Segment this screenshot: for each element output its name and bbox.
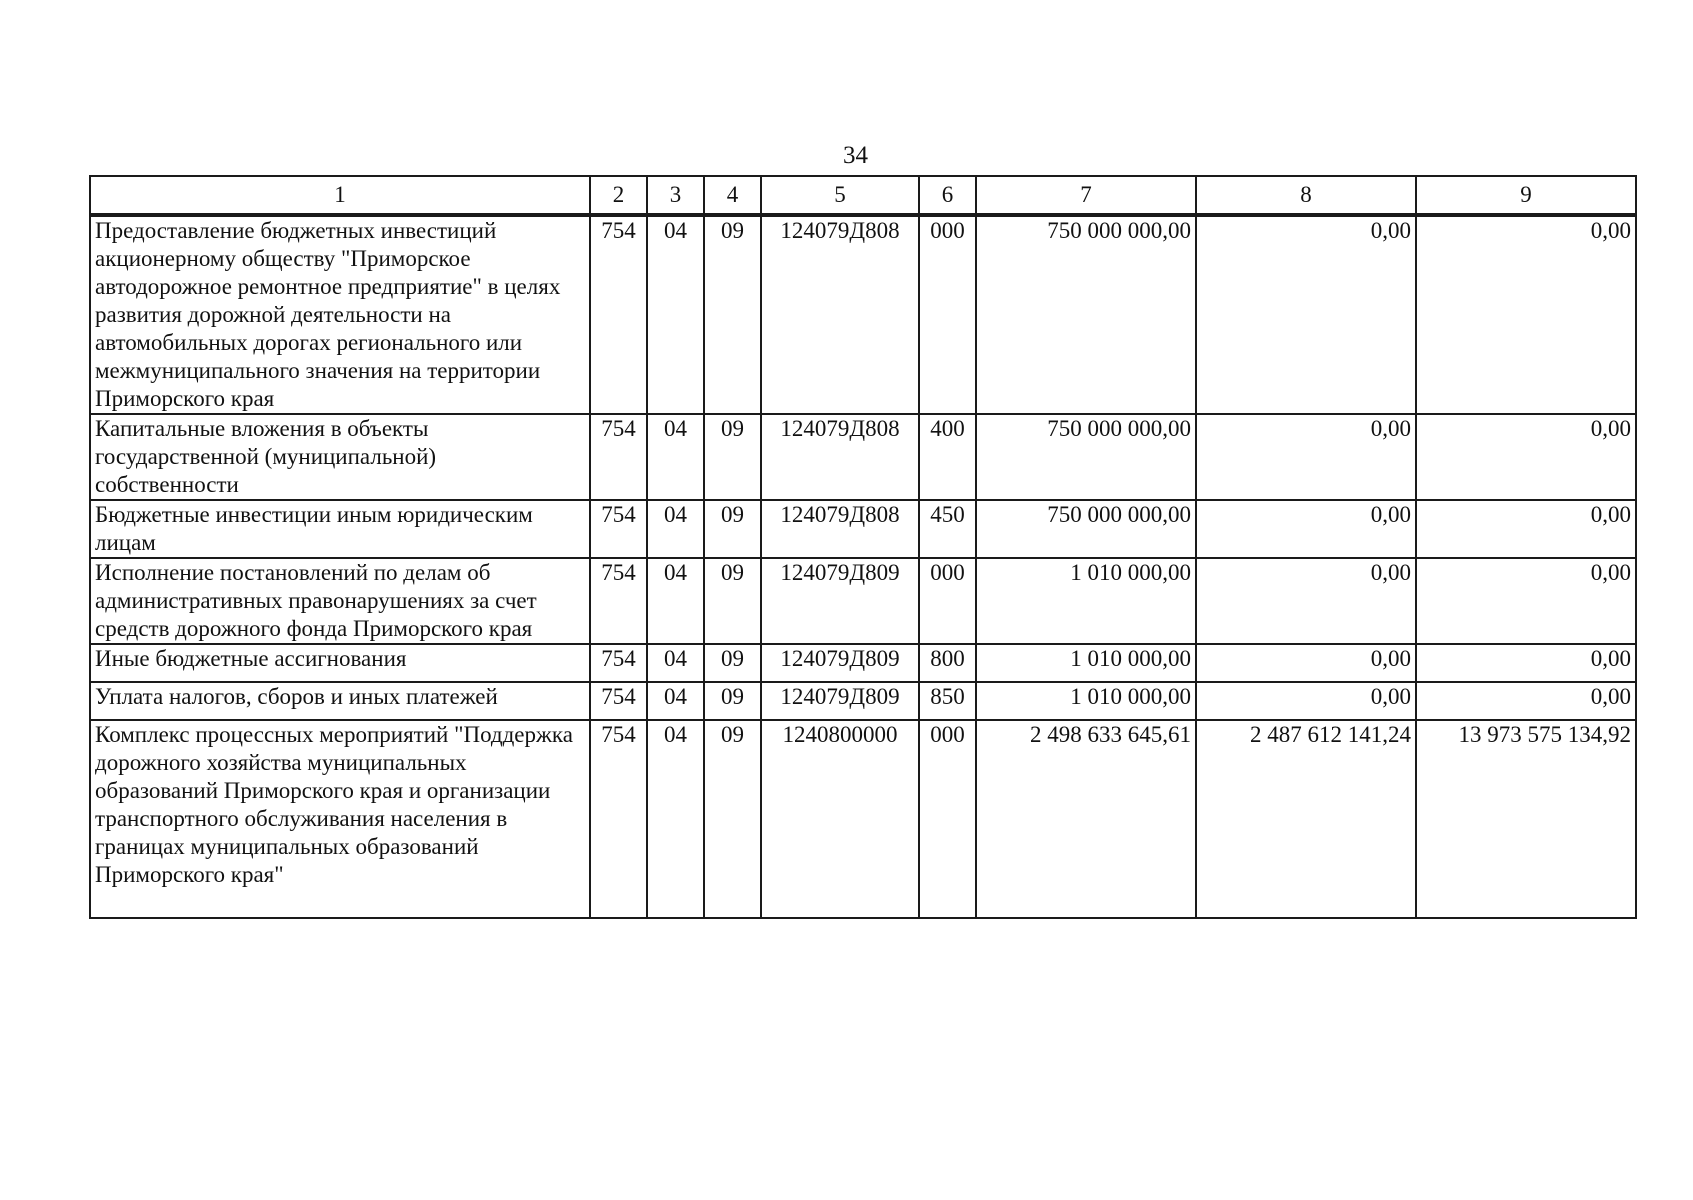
row-section-code: 04 (647, 682, 704, 720)
row-target-code: 1240800000 (761, 720, 919, 918)
row-name: Уплата налогов, сборов и иных платежей (90, 682, 590, 720)
row-section-code: 04 (647, 558, 704, 644)
row-ministry-code: 754 (590, 500, 647, 558)
header-cell-2: 2 (590, 176, 647, 215)
row-subsection-code: 09 (704, 644, 761, 682)
row-amount-col9: 0,00 (1416, 215, 1636, 414)
row-amount-col9: 0,00 (1416, 644, 1636, 682)
row-amount-col9: 0,00 (1416, 558, 1636, 644)
row-subsection-code: 09 (704, 500, 761, 558)
header-cell-7: 7 (976, 176, 1196, 215)
row-ministry-code: 754 (590, 414, 647, 500)
row-target-code: 124079Д809 (761, 644, 919, 682)
row-ministry-code: 754 (590, 682, 647, 720)
row-subsection-code: 09 (704, 215, 761, 414)
row-name: Капитальные вложения в объекты государственной (муниципальной) собственности (90, 414, 590, 500)
page-number: 34 (843, 142, 868, 169)
row-name: Комплекс процессных мероприятий "Поддержка дорожного хозяйства муниципальных образований Приморского края и организации транспортного обслуживания населения в границах муниципальных образований Приморского края" (90, 720, 590, 918)
row-ministry-code: 754 (590, 720, 647, 918)
row-section-code: 04 (647, 414, 704, 500)
row-amount-col7: 2 498 633 645,61 (976, 720, 1196, 918)
row-amount-col8: 0,00 (1196, 414, 1416, 500)
row-expense-type-code: 450 (919, 500, 976, 558)
row-amount-col9: 0,00 (1416, 414, 1636, 500)
table-row (90, 414, 1636, 500)
table-row (90, 644, 1636, 682)
row-ministry-code: 754 (590, 558, 647, 644)
row-amount-col7: 750 000 000,00 (976, 500, 1196, 558)
row-amount-col8: 0,00 (1196, 215, 1416, 414)
row-subsection-code: 09 (704, 414, 761, 500)
row-expense-type-code: 400 (919, 414, 976, 500)
row-name: Бюджетные инвестиции иным юридическим лицам (90, 500, 590, 558)
row-target-code: 124079Д808 (761, 500, 919, 558)
row-amount-col8: 0,00 (1196, 682, 1416, 720)
table-row (90, 720, 1636, 918)
table-row (90, 500, 1636, 558)
row-subsection-code: 09 (704, 682, 761, 720)
header-cell-8: 8 (1196, 176, 1416, 215)
row-expense-type-code: 000 (919, 215, 976, 414)
row-expense-type-code: 800 (919, 644, 976, 682)
row-amount-col7: 1 010 000,00 (976, 644, 1196, 682)
table-row (90, 558, 1636, 644)
row-amount-col7: 750 000 000,00 (976, 215, 1196, 414)
row-section-code: 04 (647, 215, 704, 414)
row-target-code: 124079Д808 (761, 414, 919, 500)
row-amount-col8: 0,00 (1196, 558, 1416, 644)
row-section-code: 04 (647, 500, 704, 558)
header-cell-5: 5 (761, 176, 919, 215)
row-target-code: 124079Д809 (761, 682, 919, 720)
row-amount-col7: 750 000 000,00 (976, 414, 1196, 500)
row-amount-col9: 13 973 575 134,92 (1416, 720, 1636, 918)
row-amount-col8: 0,00 (1196, 500, 1416, 558)
table-row (90, 215, 1636, 414)
row-expense-type-code: 000 (919, 720, 976, 918)
budget-table (89, 175, 1637, 919)
header-cell-9: 9 (1416, 176, 1636, 215)
header-cell-4: 4 (704, 176, 761, 215)
row-amount-col7: 1 010 000,00 (976, 682, 1196, 720)
table-header-row (90, 176, 1636, 215)
row-name: Исполнение постановлений по делам об административных правонарушениях за счет средств дорожного фонда Приморского края (90, 558, 590, 644)
header-cell-3: 3 (647, 176, 704, 215)
header-cell-6: 6 (919, 176, 976, 215)
row-amount-col9: 0,00 (1416, 500, 1636, 558)
row-amount-col7: 1 010 000,00 (976, 558, 1196, 644)
row-amount-col8: 2 487 612 141,24 (1196, 720, 1416, 918)
row-name: Предоставление бюджетных инвестиций акционерному обществу "Приморское автодорожное ремонтное предприятие" в целях развития дорожной деятельности на автомобильных дорогах регионального или межмуниципального значения на территории Приморского края (90, 215, 590, 414)
row-section-code: 04 (647, 644, 704, 682)
row-subsection-code: 09 (704, 720, 761, 918)
header-cell-1: 1 (90, 176, 590, 215)
row-amount-col9: 0,00 (1416, 682, 1636, 720)
row-target-code: 124079Д808 (761, 215, 919, 414)
row-expense-type-code: 850 (919, 682, 976, 720)
row-amount-col8: 0,00 (1196, 644, 1416, 682)
row-ministry-code: 754 (590, 644, 647, 682)
row-section-code: 04 (647, 720, 704, 918)
row-expense-type-code: 000 (919, 558, 976, 644)
row-subsection-code: 09 (704, 558, 761, 644)
row-ministry-code: 754 (590, 215, 647, 414)
table-row (90, 682, 1636, 720)
row-name: Иные бюджетные ассигнования (90, 644, 590, 682)
row-target-code: 124079Д809 (761, 558, 919, 644)
